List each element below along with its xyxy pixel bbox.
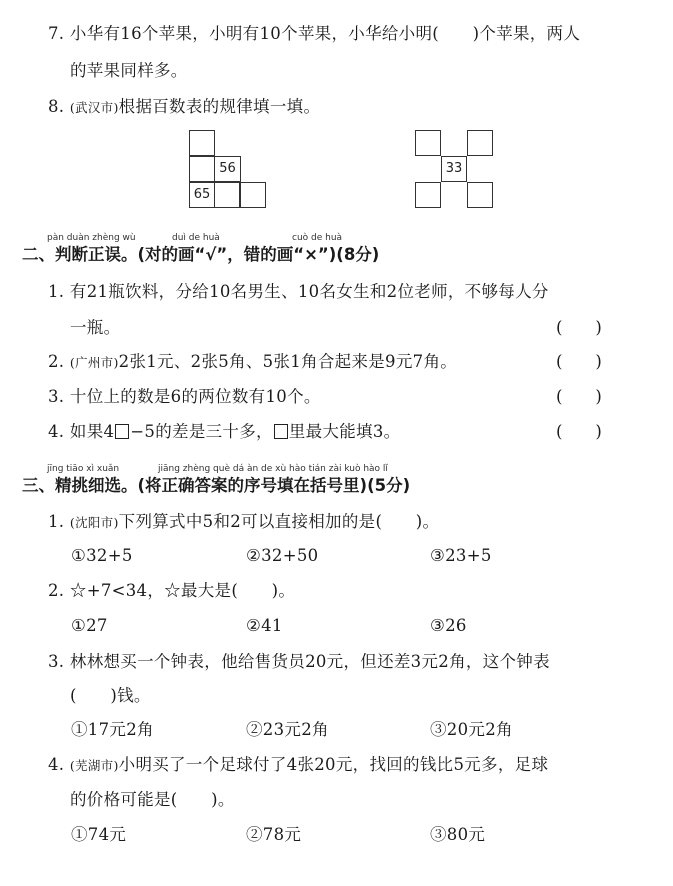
- option-3[interactable]: ③80元: [430, 825, 486, 844]
- choice-question-3-line1: 3. 林林想买一个钟表，他给售货员20元，但还差3元2角，这个钟表: [48, 652, 550, 671]
- pinyin-annotation: jīng tiāo xì xuǎn: [47, 464, 120, 474]
- answer-parentheses[interactable]: ( ): [556, 352, 602, 371]
- question-7-line2: 的苹果同样多。: [70, 61, 188, 80]
- judge-question-1-line2: 一瓶。: [70, 318, 121, 337]
- pinyin-annotation: jiāng zhèng què dá àn de xù hào tián zài kuò hào lǐ: [158, 464, 388, 474]
- grid-cell[interactable]: [189, 130, 215, 156]
- judge-question-1-line1: 1. 有21瓶饮料，分给10名男生、10名女生和2位老师，不够每人分: [48, 282, 549, 301]
- question-7-line1: 7. 小华有16个苹果，小明有10个苹果，小华给小明( )个苹果，两人: [48, 24, 581, 43]
- section-3-heading: 三、精挑细选。(将正确答案的序号填在括号里)(5分): [22, 476, 411, 495]
- question-text: 根据百数表的规律填一填。: [118, 97, 321, 116]
- question-8: [48, 96, 320, 119]
- question-text: 2张1元、2张5角、5张1角合起来是9元7角。: [118, 352, 458, 371]
- option-2[interactable]: ②23元2角: [246, 720, 329, 739]
- answer-parentheses[interactable]: ( ): [556, 387, 602, 406]
- judge-question-2: [48, 351, 457, 374]
- section-2-heading: 二、判断正误。(对的画“√”，错的画“×”)(8分): [22, 245, 380, 264]
- question-text: 下列算式中5和2可以直接相加的是( )。: [118, 512, 440, 531]
- answer-parentheses[interactable]: ( ): [556, 422, 602, 441]
- grid-cell[interactable]: [415, 130, 441, 156]
- option-1[interactable]: ①32+5: [71, 546, 133, 565]
- grid-cell[interactable]: [467, 130, 493, 156]
- choice-question-4-line2: 的价格可能是( )。: [70, 790, 235, 809]
- option-1[interactable]: ①27: [71, 616, 108, 635]
- source-label: (芜湖市): [69, 758, 119, 773]
- grid-cell[interactable]: [467, 182, 493, 208]
- choice-question-3-line2: ( )钱。: [70, 686, 151, 705]
- question-number: 2.: [48, 352, 65, 371]
- choice-question-4-line1: [48, 754, 548, 777]
- source-label: (广州市): [69, 355, 119, 370]
- grid-cell-56: 56: [214, 156, 241, 182]
- judge-question-4: [48, 421, 400, 443]
- choice-question-2: 2. ☆+7<34，☆最大是( )。: [48, 581, 296, 600]
- judge-question-3: 3. 十位上的数是6的两位数有10个。: [48, 387, 321, 406]
- option-3[interactable]: ③26: [430, 616, 467, 635]
- pinyin-annotation: cuò de huà: [292, 233, 343, 243]
- question-text: 里最大能填3。: [288, 422, 401, 441]
- question-text: −5的差是三十多，: [130, 422, 273, 441]
- pinyin-annotation: duì de huà: [172, 233, 220, 243]
- grid-cell-65: 65: [189, 182, 215, 208]
- option-1[interactable]: ①17元2角: [71, 720, 154, 739]
- pinyin-annotation: pàn duàn zhèng wù: [47, 233, 136, 243]
- option-2[interactable]: ②41: [246, 616, 283, 635]
- source-label: (武汉市): [69, 100, 119, 115]
- option-1[interactable]: ①74元: [71, 825, 127, 844]
- question-number: 4.: [48, 755, 65, 774]
- grid-cell[interactable]: [415, 182, 441, 208]
- option-3[interactable]: ③20元2角: [430, 720, 513, 739]
- grid-cell[interactable]: [240, 182, 266, 208]
- source-label: (沈阳市): [69, 515, 119, 530]
- blank-box[interactable]: [115, 424, 129, 439]
- question-number: 1.: [48, 512, 65, 531]
- answer-parentheses[interactable]: ( ): [556, 318, 602, 337]
- choice-question-1: [48, 511, 439, 534]
- grid-cell-33: 33: [441, 156, 467, 182]
- question-text: 小明买了一个足球付了4张20元，找回的钱比5元多，足球: [118, 755, 549, 774]
- option-3[interactable]: ③23+5: [430, 546, 492, 565]
- question-number: 8.: [48, 97, 65, 116]
- grid-cell[interactable]: [189, 156, 215, 182]
- option-2[interactable]: ②78元: [246, 825, 302, 844]
- option-2[interactable]: ②32+50: [246, 546, 319, 565]
- grid-cell[interactable]: [214, 182, 240, 208]
- question-text: 4. 如果4: [48, 422, 115, 441]
- blank-box[interactable]: [274, 424, 288, 439]
